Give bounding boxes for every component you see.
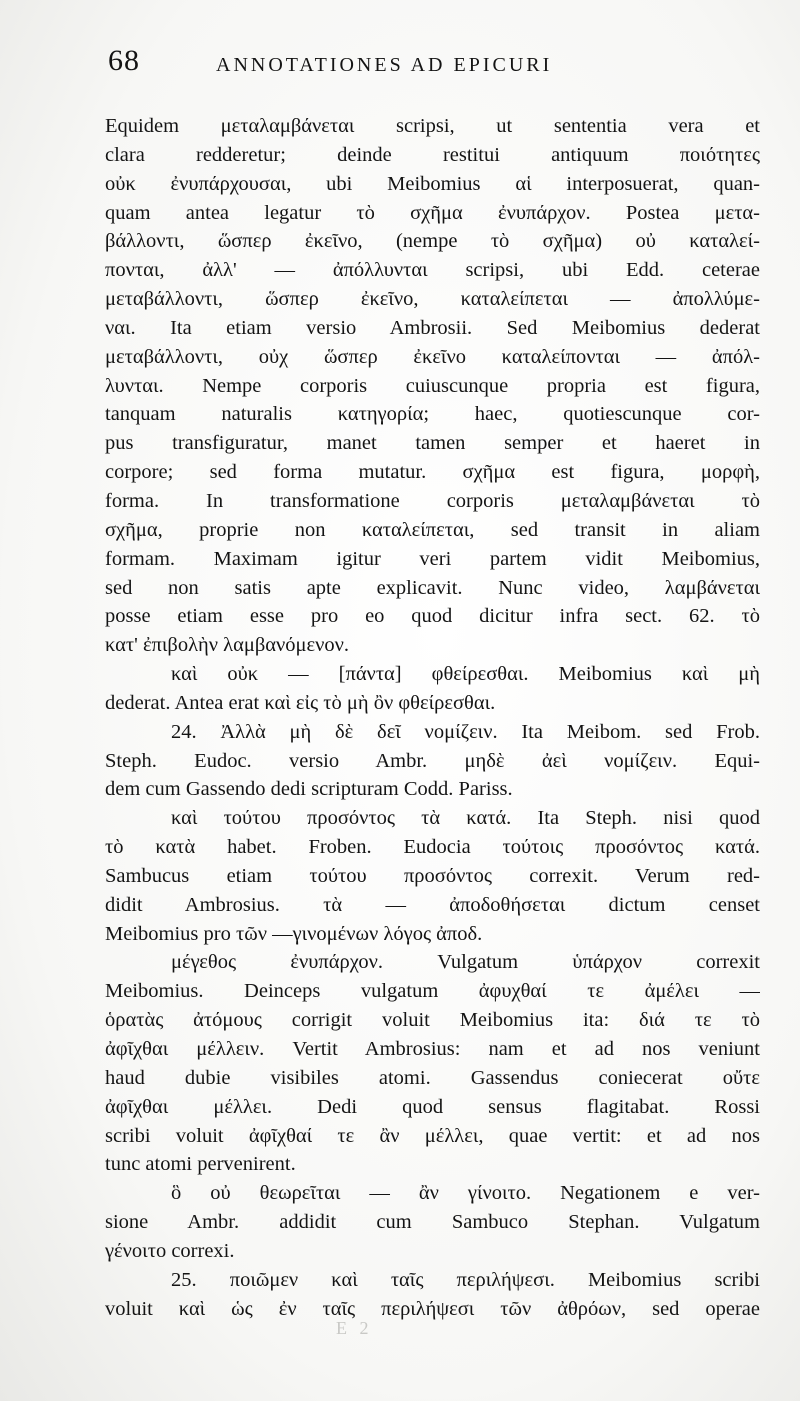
text-line: 25. ποιῶμεν καὶ ταῖς περιλήψεσι. Meibomius scribi [171,1268,760,1291]
text-line: forma. In transformatione corporis μεταλαμβάνεται τὸ [105,489,760,512]
text-line: λυνται. Nempe corporis cuiuscunque propria est figura, [105,374,760,397]
text-line: τὸ κατὰ habet. Froben. Eudocia τούτοις προσόντος κατά. [105,836,760,859]
text-line: ἀφῖχθαι μέλλει. Dedi quod sensus flagitabat. Rossi [105,1095,760,1118]
text-line: dem cum Gassendo dedi scripturam Codd. Pariss. [105,778,513,801]
text-line: καὶ οὐκ — [πάντα] φθείρεσθαι. Meibomius καὶ μὴ [171,663,760,686]
running-title: ANNOTATIONES AD EPICURI [216,54,553,76]
page-header [108,44,758,84]
text-line: γένοιτο correxi. [105,1239,235,1262]
text-line: formam. Maximam igitur veri partem vidit Meibomius, [105,547,760,570]
text-line: Equidem μεταλαμβάνεται scripsi, ut sententia vera et [105,115,760,137]
text-line: tanquam naturalis κατηγορία; haec, quotiescunque cor- [105,403,760,426]
text-line: Meibomius pro τῶν —γινομένων λόγος ἀποδ. [105,922,483,945]
page-number: 68 [108,44,140,77]
text-line: ναι. Ita etiam versio Ambrosii. Sed Meibomius dederat [105,316,760,339]
text-line: clara redderetur; deinde restitui antiquum ποιότητες [105,143,760,166]
text-line: βάλλοντι, ὥσπερ ἐκεῖνο, (nempe τὸ σχῆμα) οὐ καταλεί- [105,230,760,253]
text-line: ὁρατὰς ἀτόμους corrigit voluit Meibomius ita: διά τε τὸ [105,1009,760,1032]
text-line: κατ' ἐπιβολὴν λαμβανόμενον. [105,634,350,657]
text-line: 24. Ἀλλὰ μὴ δὲ δεῖ νομίζειν. Ita Meibom. sed Frob. [171,720,760,743]
text-line: ἀφῖχθαι μέλλειν. Vertit Ambrosius: nam et ad nos veniunt [105,1038,760,1060]
text-line: σχῆμα, proprie non καταλείπεται, sed transit in aliam [105,518,760,541]
text-line: sione Ambr. addidit cum Sambuco Stephan. Vulgatum [105,1211,760,1234]
text-line: haud dubie visibiles atomi. Gassendus coniecerat οὔτε [105,1066,760,1089]
text-line: corpore; sed forma mutatur. σχῆμα est figura, μορφὴ, [105,461,760,484]
text-line: Meibomius. Deinceps vulgatum ἀφυχθαί τε ἀμέλει — [105,980,760,1003]
text-line: sed non satis apte explicavit. Nunc video, λαμβάνεται [105,576,760,599]
text-line: posse etiam esse pro eo quod dicitur infra sect. 62. τὸ [105,605,760,628]
text-line: ὃ οὐ θεωρεῖται — ἂν γίνοιτο. Negationem e ver- [171,1182,760,1205]
text-line: μέγεθος ἐνυπάρχον. Vulgatum ὑπάρχον correxit [171,951,760,974]
text-line: πονται, ἀλλ' — ἀπόλλυνται scripsi, ubi Edd. ceterae [105,259,760,282]
text-line: tunc atomi pervenirent. [105,1153,296,1176]
text-line: μεταβάλλοντι, οὐχ ὥσπερ ἐκεῖνο καταλείπονται — ἀπόλ- [105,345,760,368]
text-line: Sambucus etiam τούτου προσόντος correxit. Verum red- [105,864,760,887]
text-line: voluit καὶ ὡς ἐν ταῖς περιλήψεσι τῶν ἀθρόων, sed operae [105,1297,760,1320]
text-line: καὶ τούτου προσόντος τὰ κατά. Ita Steph. nisi quod [171,807,760,830]
text-line: dederat. Antea erat καὶ εἰς τὸ μὴ ὂν φθείρεσθαι. [105,691,496,714]
faint-page-mark: E 2 [336,1318,373,1338]
text-line: scribi voluit ἀφῖχθαί τε ἂν μέλλει, quae vertit: et ad nos [105,1124,760,1147]
text-line: pus transfiguratur, manet tamen semper et haeret in [105,432,760,455]
text-line: Steph. Eudoc. versio Ambr. μηδὲ ἀεὶ νομίζειν. Equi- [105,749,760,772]
text-line: didit Ambrosius. τὰ — ἀποδοθήσεται dictum censet [105,893,760,916]
body-text [105,112,760,1323]
text-line: quam antea legatur τὸ σχῆμα ἐνυπάρχον. Postea μετα- [105,201,760,224]
text-line: μεταβάλλοντι, ὥσπερ ἐκεῖνο, καταλείπεται — ἀπολλύμε- [105,288,760,311]
text-line: οὐκ ἐνυπάρχουσαι, ubi Meibomius αἱ interposuerat, quan- [105,172,760,195]
